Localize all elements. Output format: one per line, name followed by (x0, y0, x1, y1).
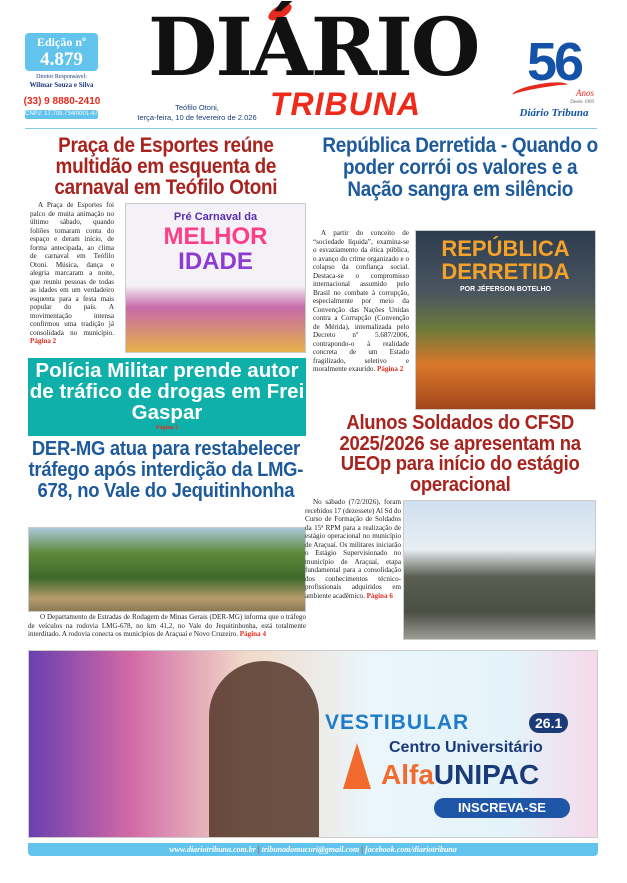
divider (25, 128, 597, 129)
photo-pre-carnaval (125, 203, 306, 353)
ad-cta-button[interactable]: INSCREVA-SE (434, 798, 570, 818)
logo-diario: DIÁRIO (148, 0, 479, 94)
image-text: IDADE (178, 247, 253, 275)
image-text: MELHOR (163, 222, 268, 250)
body-text: A partir do conceito de “sociedade líquida”, examina-se o esvaziamento da ética pública, o avanço do crime organizado e o colapso da confiança social. Destaca-se o compromisso internacional assumido pelo Brasil no combate à corrupção, especialmente por meio da Convenção das Nações Unidas contra a Corrupção (Convenção de Mérida), internalizada pelo Decreto nº 5.687/2006, contrapondo-o à realidade concreta de um Estado fragilizado, seletivo e moralmente exaurido. (313, 229, 409, 373)
page-link[interactable]: Página 4 (239, 630, 266, 638)
director-label: Diretor Responsável: (36, 74, 87, 80)
footer-site-link[interactable]: www.diariotribuna.com.br (169, 845, 256, 854)
photo-road-interdiction (28, 527, 306, 612)
image-title: REPÚBLICA DERRETIDA (441, 236, 570, 285)
headline-praca[interactable]: Praça de Esportes reúne multidão em esquenta de carnaval em Teófilo Otoni (54, 134, 278, 199)
director-name: Wilmar Souza e Silva (29, 80, 94, 89)
image-author: POR JÉFERSON BOTELHO (459, 286, 551, 294)
phone: (33) 9 8880-2410 (23, 96, 101, 107)
director (25, 74, 98, 89)
footer-separator: | (361, 845, 363, 854)
article-republica-body (313, 229, 409, 374)
footer-facebook-link[interactable]: facebook.com/diariotribuna (364, 845, 457, 854)
edition-number: 4.879 (40, 49, 83, 70)
page-link[interactable]: Página 6 (366, 591, 393, 600)
page-link[interactable]: Página 2 (377, 365, 404, 373)
edition-box (25, 33, 98, 71)
brand-alfa: Alfa (381, 759, 434, 790)
body-text: A Praça de Esportes foi palco de muita animação no último sábado, quando foliões tomaram conta do espaço e deram início, de forma antecipada, ao clima de carnaval em Teófilo Otoni. Música, dança e alegria marcaram a noite, que reuniu pessoas de todas as idades em um verdadeiro esquenta para a festa mais popular do país. A movimentação intensa confirmou uma tradição já consolidada no município. (30, 201, 114, 337)
headline-dermg[interactable]: DER-MG atua para restabelecer tráfego após interdição da LMG-678, no Vale do Jequitinhonha (28, 437, 304, 502)
headline-policia[interactable]: Polícia Militar prende autor de tráfico de drogas em Frei Gaspar (29, 359, 305, 424)
anniversary-anos: Anos (576, 88, 594, 98)
ad-brand (381, 759, 539, 791)
page-link[interactable]: Página 2 (155, 425, 179, 431)
article-alunos-body (305, 498, 401, 600)
ad-title: VESTIBULAR (325, 711, 470, 734)
ad-line1: Centro Universitário (389, 739, 543, 756)
photo-republica-derretida (415, 230, 596, 410)
logo-tribuna: TRIBUNA (270, 86, 421, 122)
headline-alunos[interactable]: Alunos Soldados do CFSD 2025/2026 se apresentam na UEOp para início do estágio operacional (339, 411, 581, 496)
alfa-logo-icon (343, 743, 371, 789)
headline-republica[interactable]: República Derretida - Quando o poder corrói os valores e a Nação sangra em silêncio (322, 134, 598, 201)
body-text: O Departamento de Estradas de Rodagem de Minas Gerais (DER-MG) informa que o tráfego de veículos na rodovia LMG-678, no km 41,2, no Vale do Jequitinhonha, está totalmente interditado. A rodovia conecta os municípios de Araçuaí e Novo Cruzeiro. (28, 613, 306, 638)
city: Teófilo Otoni, (175, 103, 219, 112)
anniversary-number: 56 (526, 32, 582, 92)
edition-label: Edição nº (37, 35, 86, 49)
footer-email-link[interactable]: tribunadomucuri@gmail.com (261, 845, 360, 854)
body-text: No sábado (7/2/2026), foram recebidos 17 (dezessete) Al Sd do Curso de Formação de Soldados da 15ª RPM para a realização de estágio operacional no município de Araçuaí. Os militares iniciarão o Estágio Supervisionado no município de Araçuaí, etapa fundamental para a consolidação dos conhecimentos técnico-profissionais adquiridos em ambiente acadêmico. (305, 498, 401, 600)
anniversary-since: Desde 1969 (570, 100, 594, 105)
date: terça-feira, 10 de fevereiro de 2.026 (137, 113, 257, 122)
image-text: Pré Carnaval da (173, 211, 258, 223)
article-dermg-body (28, 613, 306, 639)
policia-box (28, 358, 306, 436)
article-praca-body (30, 201, 114, 346)
brand-unipac: UNIPAC (433, 759, 540, 790)
anniversary-name: Diário Tribuna (519, 107, 589, 119)
page-link[interactable]: Página 2 (30, 337, 57, 345)
footer-separator: | (257, 845, 260, 854)
ad-person-photo (209, 661, 319, 838)
photo-soldiers (403, 500, 596, 640)
anniversary-logo (508, 32, 600, 122)
ad-badge: 26.1 (529, 713, 568, 733)
cnpj: CNPJ: 17.709.734/0001-47 (25, 111, 98, 117)
dateline (128, 103, 266, 123)
footer-bar (28, 843, 598, 856)
ad-banner[interactable] (28, 650, 598, 838)
